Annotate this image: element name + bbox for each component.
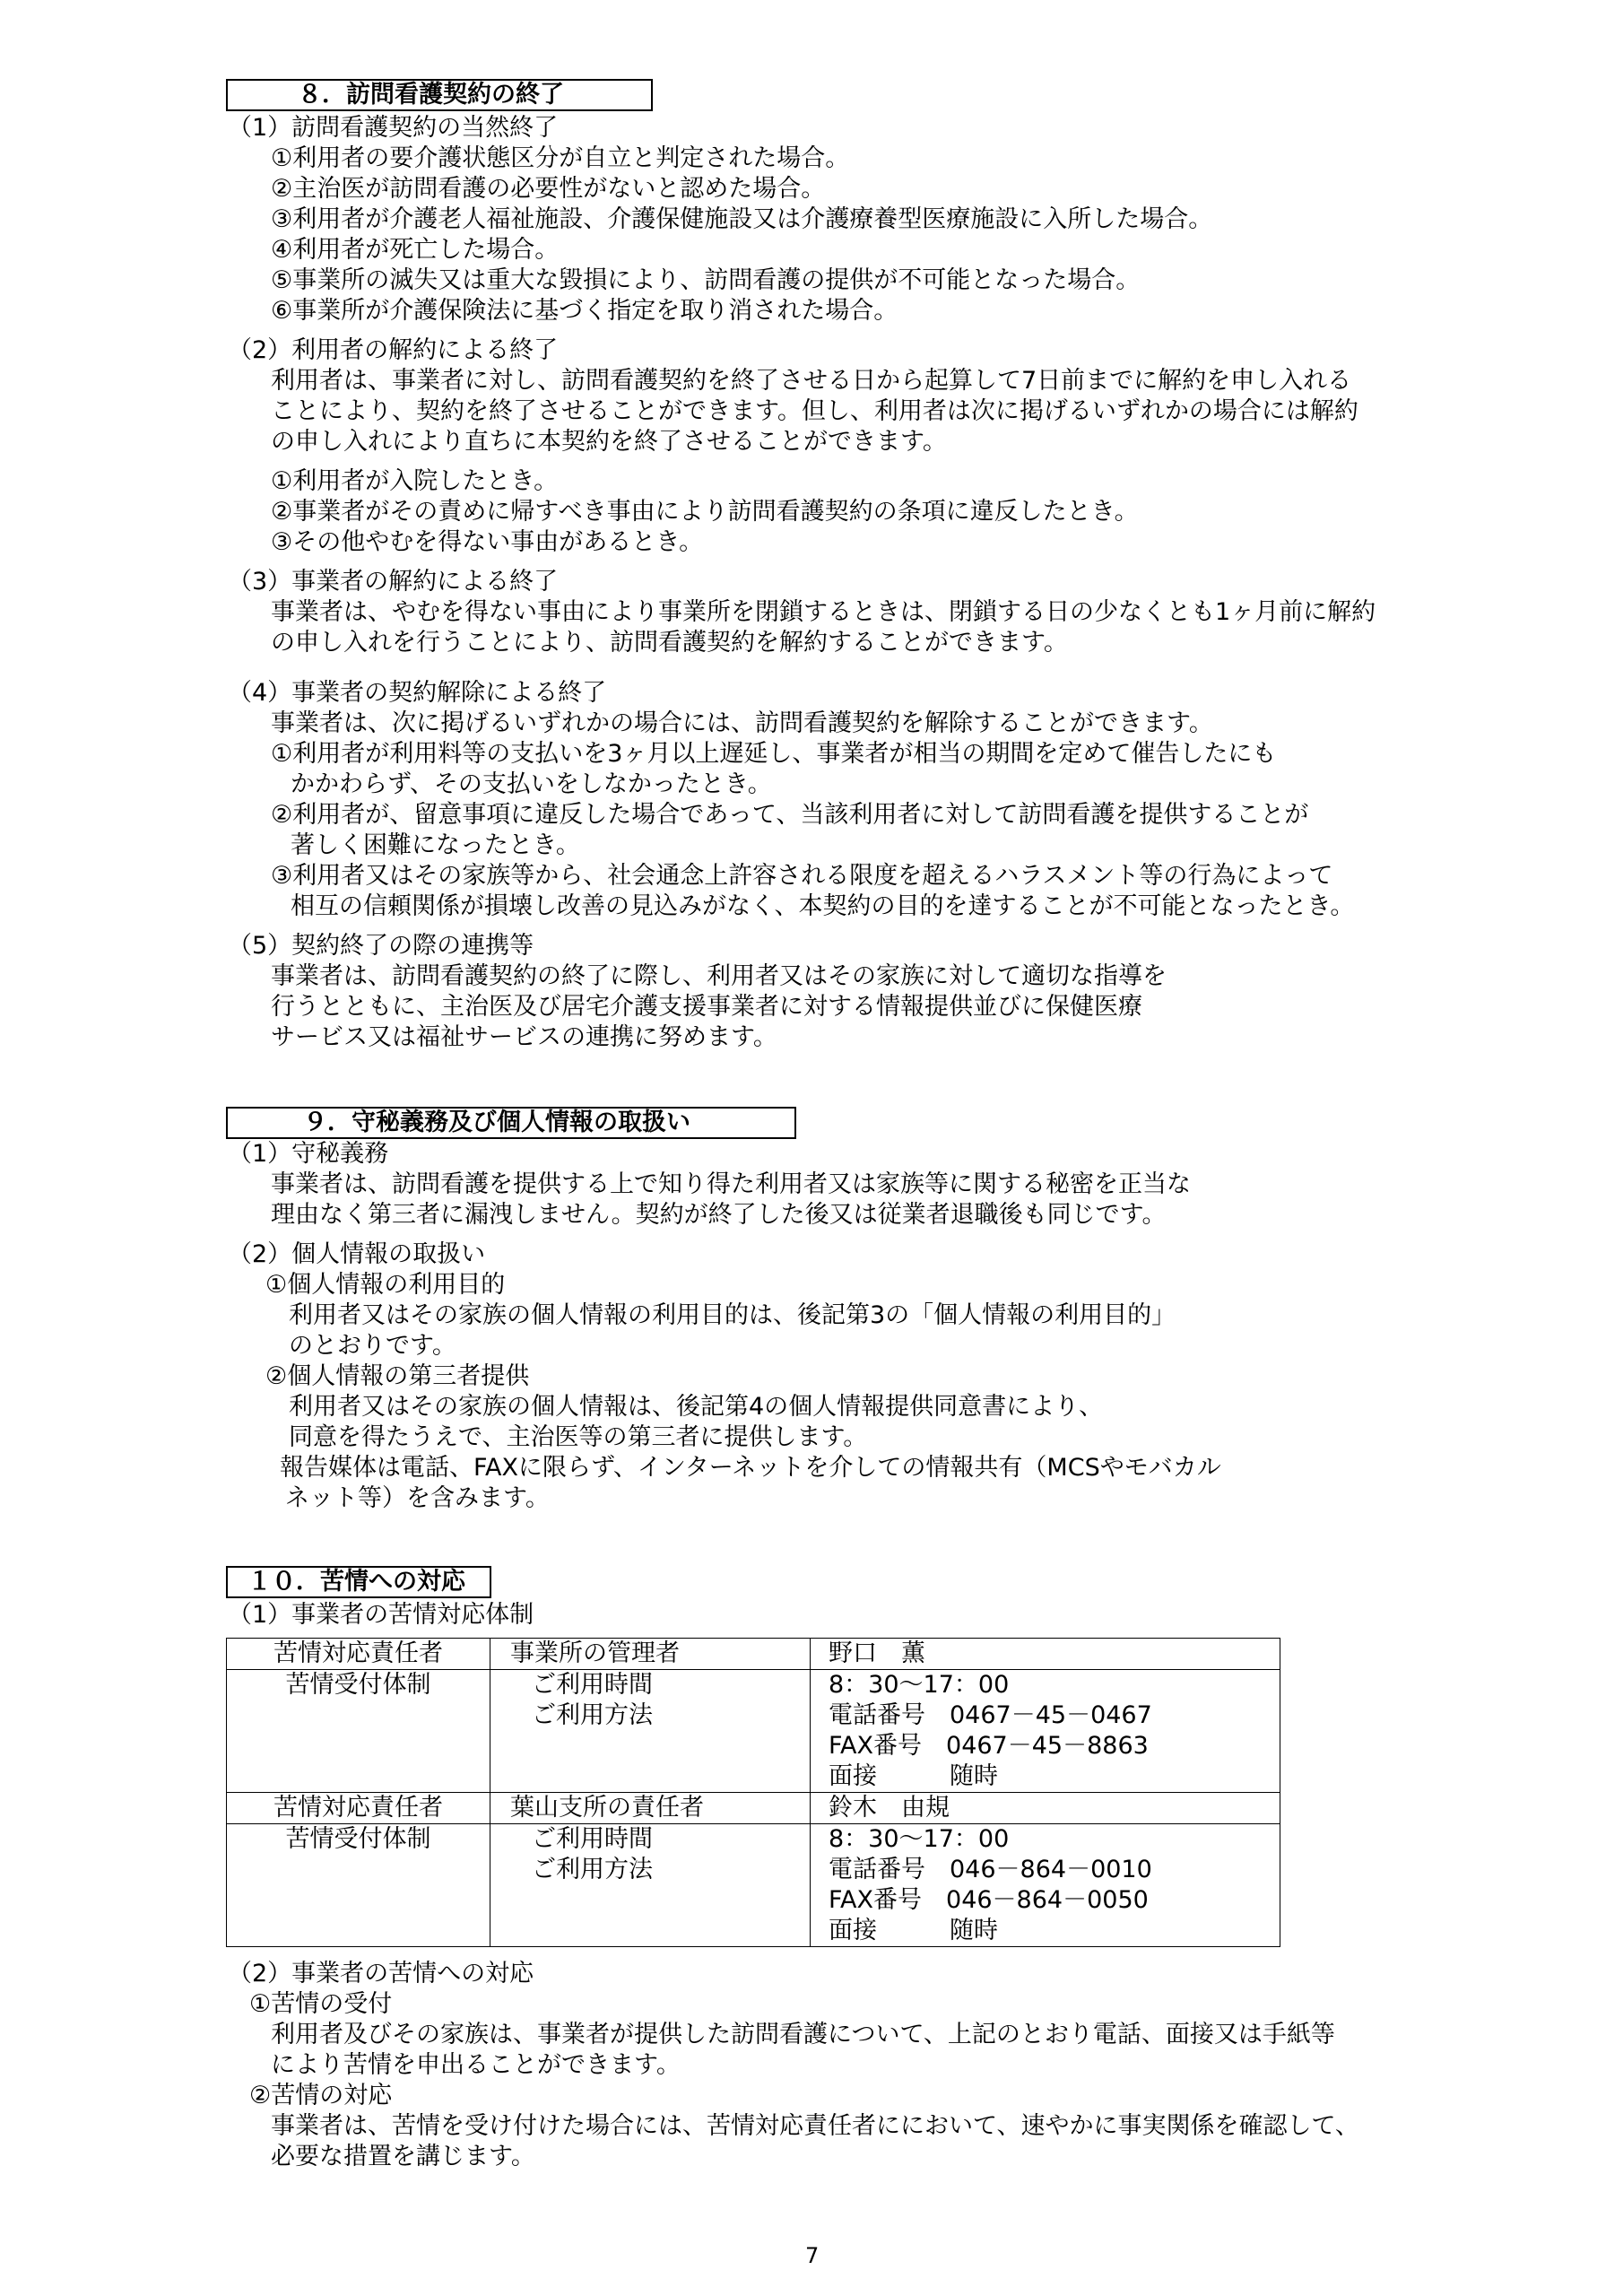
- complaint-contact-table: [226, 1638, 1280, 1947]
- hours-label: ご利用時間: [532, 1825, 653, 1853]
- paragraph-line: のとおりです。: [289, 1332, 456, 1360]
- paragraph-line: 事業者は、次に掲げるいずれかの場合には、訪問看護契約を解除することができます。: [271, 709, 1213, 737]
- section-9-1-title: （1）守秘義務: [228, 1140, 389, 1168]
- paragraph-line: 同意を得たうえで、主治医等の第三者に提供します。: [289, 1423, 868, 1451]
- section-8-1-title: （1）訪問看護契約の当然終了: [228, 114, 559, 142]
- complaint-manager-name: 鈴木 由規: [829, 1794, 950, 1822]
- interview-value: 面接 随時: [829, 1917, 998, 1944]
- list-item: ③その他やむを得ない事由があるとき。: [271, 528, 704, 556]
- interview-value: 面接 随時: [829, 1762, 998, 1790]
- paragraph-line: 利用者又はその家族の個人情報は、後記第4の個人情報提供同意書により、: [289, 1393, 1104, 1421]
- list-item: ④利用者が死亡した場合。: [271, 236, 560, 264]
- list-item: ②主治医が訪問看護の必要性がないと認めた場合。: [271, 175, 826, 203]
- table-row: [227, 1670, 1280, 1793]
- table-row: [227, 1793, 1280, 1824]
- section-9-heading: ９．守秘義務及び個人情報の取扱い: [226, 1107, 796, 1139]
- section-8-5-title: （5）契約終了の際の連携等: [228, 932, 534, 960]
- complaint-manager-name: 野口 薫: [829, 1639, 925, 1667]
- section-9-2-title: （2）個人情報の取扱い: [228, 1240, 486, 1268]
- paragraph-line: 事業者は、やむを得ない事由により事業所を閉鎖するときは、閉鎖する日の少なくとも1ヶ月前に解約: [271, 598, 1376, 626]
- phone-number: 電話番号 046－864－0010: [829, 1856, 1152, 1883]
- paragraph-line: 行うとともに、主治医及び居宅介護支援事業者に対する情報提供並びに保健医療: [271, 993, 1142, 1021]
- list-item: ①個人情報の利用目的: [265, 1271, 506, 1299]
- list-item: 相互の信頼関係が損壊し改善の見込みがなく、本契約の目的を達することが不可能となったとき。: [291, 892, 1355, 920]
- complaint-manager-label: 苦情対応責任者: [273, 1794, 443, 1822]
- paragraph-line: ことにより、契約を終了させることができます。但し、利用者は次に掲げるいずれかの場合には解約: [271, 397, 1358, 425]
- list-item: ⑤事業所の滅失又は重大な毀損により、訪問看護の提供が不可能となった場合。: [271, 266, 1141, 294]
- section-10-heading: １０．苦情への対応: [226, 1566, 491, 1598]
- paragraph-line: 事業者は、苦情を受け付けた場合には、苦情対応責任者ににおいて、速やかに事実関係を確認して、: [271, 2112, 1359, 2140]
- section-8-4-title: （4）事業者の契約解除による終了: [228, 679, 607, 707]
- section-8-heading: ８．訪問看護契約の終了: [226, 79, 653, 111]
- paragraph-line: の申し入れにより直ちに本契約を終了させることができます。: [271, 428, 947, 456]
- page-number: 7: [805, 2243, 820, 2268]
- paragraph-line: 利用者は、事業者に対し、訪問看護契約を終了させる日から起算して7日前までに解約を申し入れる: [271, 367, 1352, 395]
- reception-system-label: 苦情受付体制: [285, 1671, 431, 1699]
- section-10-2-title: （2）事業者の苦情への対応: [228, 1960, 534, 1987]
- paragraph-line: ネット等）を含みます。: [285, 1484, 550, 1512]
- section-10-1-title: （1）事業者の苦情対応体制: [228, 1601, 534, 1629]
- paragraph-line: 必要な措置を講じます。: [271, 2143, 535, 2170]
- fax-number: FAX番号 046－864－0050: [829, 1886, 1149, 1914]
- list-item: ①利用者の要介護状態区分が自立と判定された場合。: [271, 144, 850, 172]
- list-item: ①苦情の受付: [249, 1990, 393, 2018]
- table-row: [227, 1639, 1280, 1670]
- paragraph-line: により苦情を申出ることができます。: [271, 2051, 681, 2079]
- list-item: 著しく困難になったとき。: [291, 831, 580, 859]
- list-item: ②事業者がその責めに帰すべき事由により訪問看護契約の条項に違反したとき。: [271, 498, 1139, 526]
- phone-number: 電話番号 0467－45－0467: [829, 1701, 1152, 1729]
- paragraph-line: 利用者又はその家族の個人情報の利用目的は、後記第3の「個人情報の利用目的」: [289, 1301, 1176, 1329]
- complaint-manager-role: 事業所の管理者: [510, 1639, 680, 1667]
- list-item: ①利用者が入院したとき。: [271, 467, 559, 495]
- paragraph-line: 報告媒体は電話、FAXに限らず、インターネットを介しての情報共有（MCSやモバカル: [280, 1454, 1221, 1482]
- paragraph-line: サービス又は福祉サービスの連携に努めます。: [271, 1023, 777, 1051]
- hours-value: 8：30～17：00: [829, 1825, 1010, 1853]
- list-item: ③利用者又はその家族等から、社会通念上許容される限度を超えるハラスメント等の行為によって: [271, 862, 1333, 890]
- hours-value: 8：30～17：00: [829, 1671, 1010, 1699]
- method-label: ご利用方法: [532, 1856, 653, 1883]
- paragraph-line: の申し入れを行うことにより、訪問看護契約を解約することができます。: [271, 629, 1068, 657]
- reception-system-label: 苦情受付体制: [285, 1825, 431, 1853]
- fax-number: FAX番号 0467－45－8863: [829, 1732, 1149, 1760]
- list-item: ②個人情報の第三者提供: [265, 1362, 530, 1390]
- section-8-2-title: （2）利用者の解約による終了: [228, 336, 559, 364]
- list-item: ⑥事業所が介護保険法に基づく指定を取り消された場合。: [271, 297, 898, 325]
- method-label: ご利用方法: [532, 1701, 653, 1729]
- complaint-manager-role: 葉山支所の責任者: [510, 1794, 704, 1822]
- section-8-3-title: （3）事業者の解約による終了: [228, 568, 559, 596]
- list-item: かかわらず、その支払いをしなかったとき。: [291, 770, 772, 798]
- paragraph-line: 事業者は、訪問看護契約の終了に際し、利用者又はその家族に対して適切な指導を: [271, 962, 1167, 990]
- paragraph-line: 利用者及びその家族は、事業者が提供した訪問看護について、上記のとおり電話、面接又は手紙等: [271, 2021, 1335, 2048]
- list-item: ③利用者が介護老人福祉施設、介護保健施設又は介護療養型医療施設に入所した場合。: [271, 205, 1213, 233]
- table-row: [227, 1824, 1280, 1947]
- list-item: ②利用者が、留意事項に違反した場合であって、当該利用者に対して訪問看護を提供することが: [271, 801, 1309, 829]
- list-item: ①利用者が利用料等の支払いを3ヶ月以上遅延し、事業者が相当の期間を定めて催告したにも: [271, 740, 1277, 768]
- list-item: ②苦情の対応: [249, 2082, 393, 2109]
- hours-label: ご利用時間: [532, 1671, 653, 1699]
- complaint-manager-label: 苦情対応責任者: [273, 1639, 443, 1667]
- paragraph-line: 理由なく第三者に漏洩しません。契約が終了した後又は従業者退職後も同じです。: [271, 1201, 1167, 1229]
- paragraph-line: 事業者は、訪問看護を提供する上で知り得た利用者又は家族等に関する秘密を正当な: [271, 1170, 1191, 1198]
